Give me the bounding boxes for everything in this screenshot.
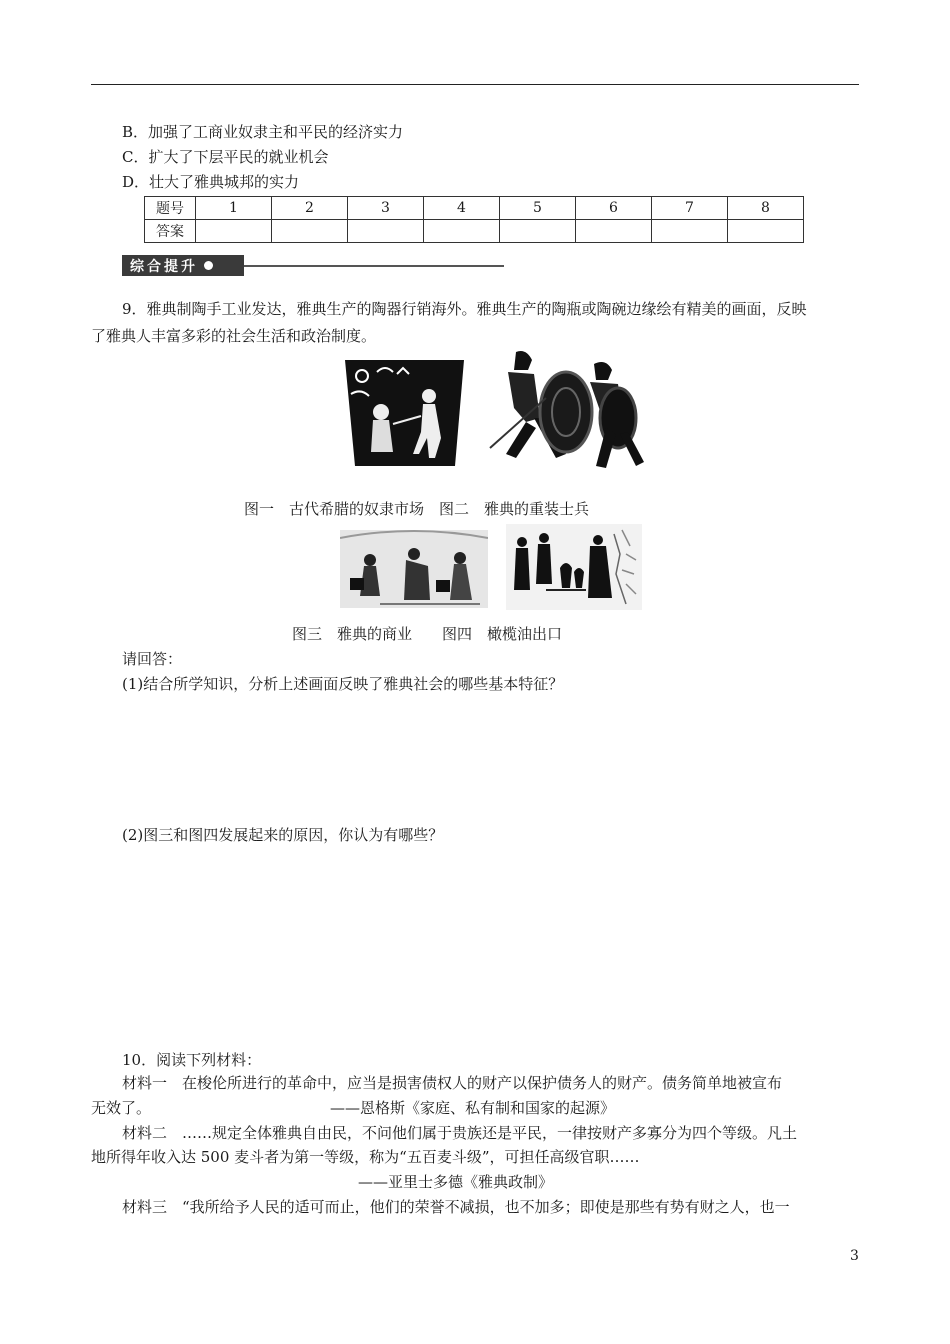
answer-cell[interactable] (576, 220, 652, 243)
option-d: D．壮大了雅典城邦的实力 (122, 173, 300, 191)
answer-cell[interactable] (424, 220, 500, 243)
bullet-icon (204, 261, 213, 270)
page-number: 3 (850, 1248, 859, 1264)
answer-cell[interactable] (196, 220, 272, 243)
answer-cell[interactable] (652, 220, 728, 243)
table-number-cell: 1 (196, 197, 272, 220)
table-number-cell: 5 (500, 197, 576, 220)
figure-slave-market (337, 354, 472, 472)
figure-olive-oil (506, 524, 642, 610)
table-number-cell: 4 (424, 197, 500, 220)
answer-cell[interactable] (500, 220, 576, 243)
answer-cell[interactable] (272, 220, 348, 243)
table-number-cell: 3 (348, 197, 424, 220)
q9-prompt: 请回答： (122, 650, 183, 668)
figure-commerce-drawing (340, 530, 488, 608)
q10-material-1-line1: 材料一 在梭伦所进行的革命中，应当是损害债权人的财产以保护债务人的财产。债务简单地被宣布 (122, 1074, 783, 1092)
q9-text-line1: 9．雅典制陶手工业发达，雅典生产的陶器行销海外。雅典生产的陶瓶或陶碗边缘绘有精美的画面，反映 (122, 300, 807, 318)
q10-material-2-line1: 材料二 ……规定全体雅典自由民，不问他们属于贵族还是平民，一律按财产多寡分为四个等级。凡土 (122, 1124, 798, 1142)
figure-slave-market-drawing (337, 354, 472, 472)
section-banner (122, 255, 244, 276)
answer-cell[interactable] (728, 220, 804, 243)
header-rule (91, 84, 859, 85)
banner-rule (244, 265, 504, 267)
section-banner-label: 综合提升 (130, 258, 198, 275)
answer-table-row-numbers (145, 197, 804, 220)
q9-text-line2: 了雅典人丰富多彩的社会生活和政治制度。 (91, 327, 377, 345)
figure-hoplites-drawing (486, 348, 646, 472)
q9-subquestion-1: (1)结合所学知识，分析上述画面反映了雅典社会的哪些基本特征？ (122, 675, 564, 693)
table-number-cell: 6 (576, 197, 652, 220)
figure-olive-oil-drawing (506, 524, 642, 610)
table-number-cell: 2 (272, 197, 348, 220)
q10-material-2-source: ——亚里士多德《雅典政制》 (358, 1173, 554, 1191)
table-number-cell: 8 (728, 197, 804, 220)
q10-material-2-line2: 地所得年收入达 500 麦斗者为第一等级，称为“五百麦斗级”，可担任高级官职…… (91, 1148, 640, 1166)
q9-subquestion-2: (2)图三和图四发展起来的原因，你认为有哪些？ (122, 826, 444, 844)
table-label-number: 题号 (145, 197, 196, 220)
answer-table (144, 196, 804, 243)
q10-intro: 10．阅读下列材料： (122, 1051, 262, 1069)
figure-hoplites (486, 348, 646, 472)
table-number-cell: 7 (652, 197, 728, 220)
figure-caption-1: 图一 古代希腊的奴隶市场 图二 雅典的重装士兵 (244, 500, 590, 518)
figure-caption-2: 图三 雅典的商业 图四 橄榄油出口 (292, 625, 563, 643)
q10-material-1-source: ——恩格斯《家庭、私有制和国家的起源》 (330, 1099, 616, 1117)
table-label-answer: 答案 (145, 220, 196, 243)
answer-table-row-answers (145, 220, 804, 243)
answer-cell[interactable] (348, 220, 424, 243)
q10-material-1-line2: 无效了。 (91, 1099, 152, 1117)
option-b: B．加强了工商业奴隶主和平民的经济实力 (122, 123, 404, 141)
figure-commerce (340, 530, 488, 608)
option-c: C．扩大了下层平民的就业机会 (122, 148, 329, 166)
q10-material-3-line1: 材料三 “我所给予人民的适可而止，他们的荣誉不减损，也不加多；即使是那些有势有财之人，也一 (122, 1198, 790, 1216)
